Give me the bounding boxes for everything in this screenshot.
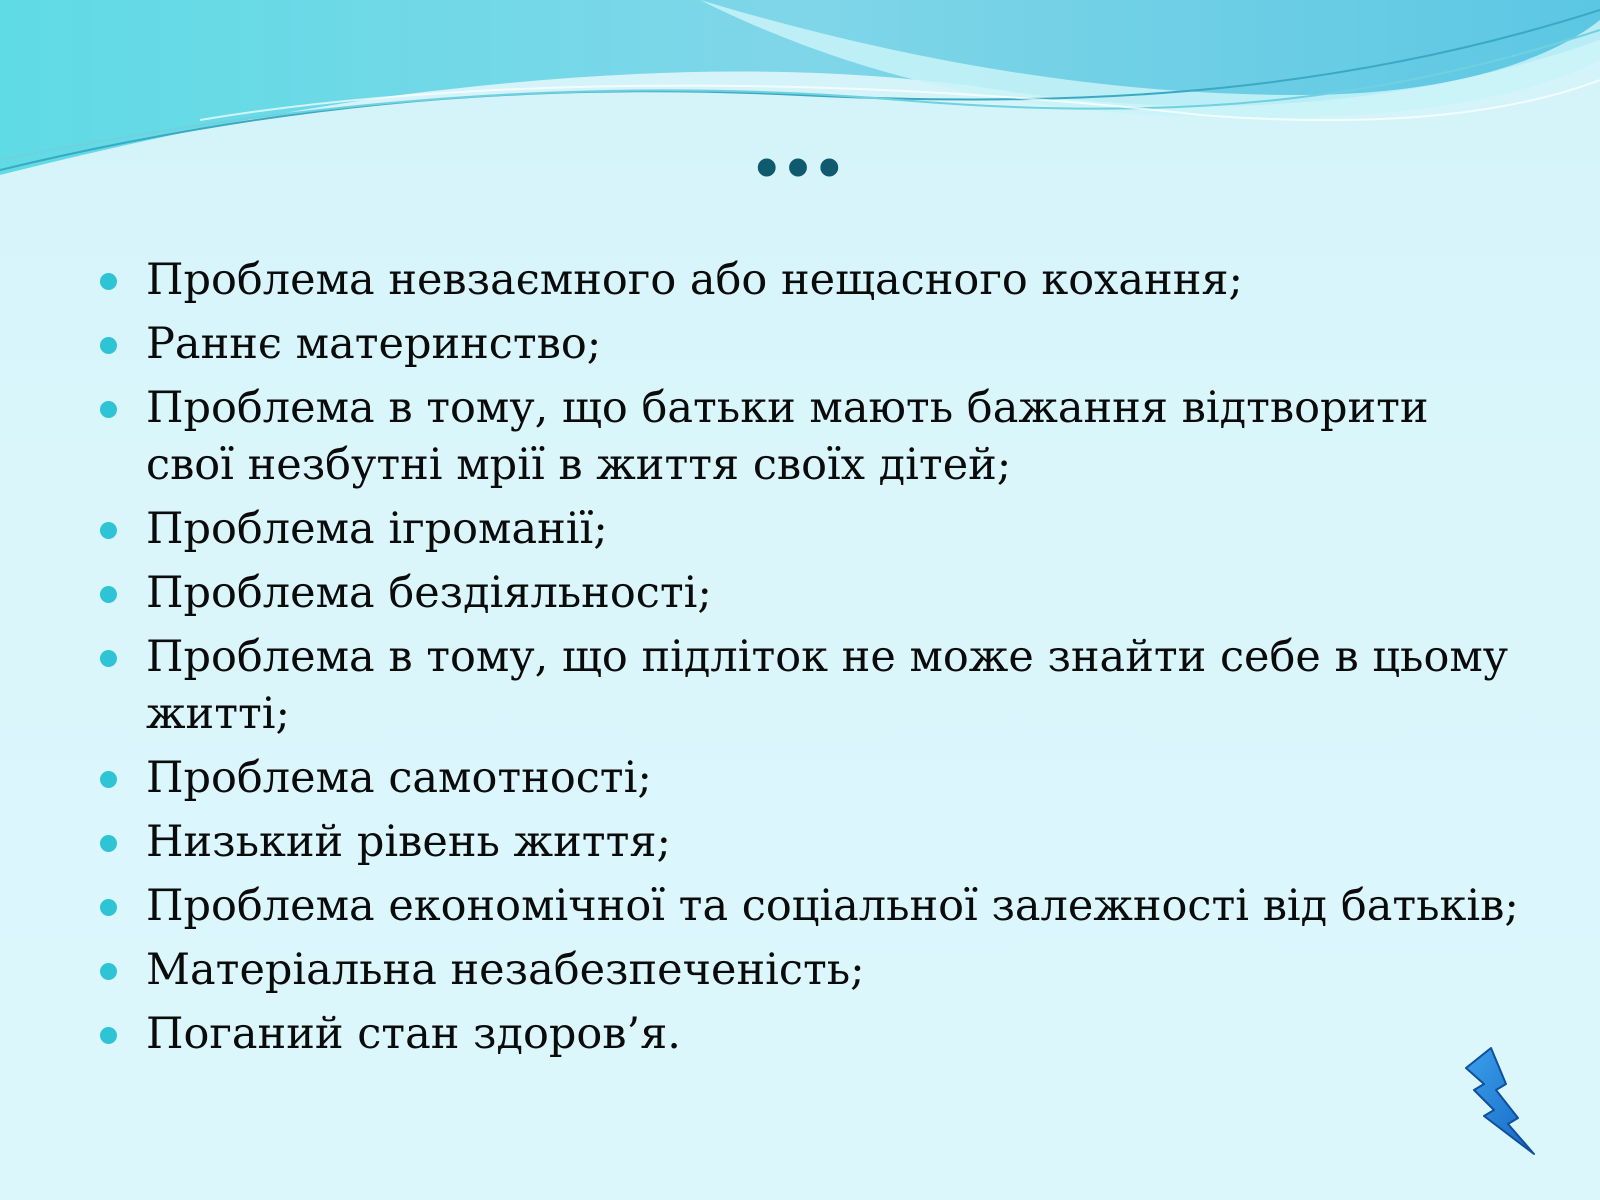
bullet-dot-icon [100, 522, 117, 539]
list-item-text: Матеріальна незабезпеченість; [146, 945, 865, 995]
list-item-text: Проблема самотності; [146, 753, 652, 803]
list-item-text: Проблема економічної та соціальної залежності від батьків; [146, 881, 1519, 931]
list-item-text: Проблема ігроманії; [146, 504, 608, 554]
list-item [100, 252, 1520, 309]
list-item [100, 316, 1520, 373]
list-item-text: Проблема в тому, що підліток не може знайти себе в цьому житті; [146, 632, 1509, 739]
list-item [100, 629, 1520, 743]
list-item [100, 814, 1520, 871]
slide-title: … [750, 85, 850, 198]
bullet-dot-icon [100, 337, 117, 354]
list-item-text: Раннє материнство; [146, 319, 602, 369]
list-item [100, 750, 1520, 807]
list-item [100, 1006, 1520, 1063]
list-item [100, 878, 1520, 935]
list-item-text: Проблема в тому, що батьки мають бажання відтворити свої незбутні мрії в життя своїх дітей; [146, 383, 1429, 490]
lightning-bolt-icon [1456, 1046, 1536, 1156]
bullet-dot-icon [100, 1027, 117, 1044]
bullet-dot-icon [100, 963, 117, 980]
bullet-dot-icon [100, 401, 117, 418]
list-item-text: Низький рівень життя; [146, 817, 671, 867]
bullet-dot-icon [100, 586, 117, 603]
bullet-list [100, 252, 1520, 1070]
list-item-text: Проблема бездіяльності; [146, 568, 712, 618]
list-item-text: Поганий стан здоров’я. [146, 1009, 681, 1059]
list-item-text: Проблема невзаємного або нещасного кохання; [146, 255, 1243, 305]
bullet-dot-icon [100, 771, 117, 788]
list-item [100, 501, 1520, 558]
bullet-dot-icon [100, 835, 117, 852]
bullet-dot-icon [100, 899, 117, 916]
bullet-dot-icon [100, 273, 117, 290]
list-item [100, 942, 1520, 999]
list-item [100, 565, 1520, 622]
list-item [100, 380, 1520, 494]
bullet-dot-icon [100, 650, 117, 667]
